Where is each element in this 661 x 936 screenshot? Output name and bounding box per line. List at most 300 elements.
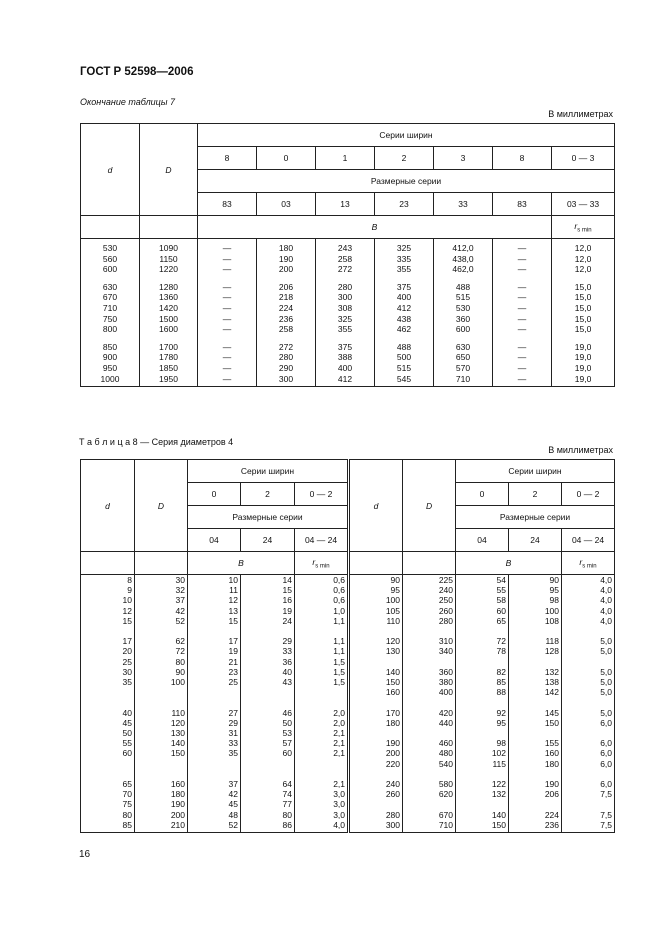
- table-cell: 200: [257, 264, 316, 275]
- table-cell: 19,0: [552, 352, 615, 363]
- page-title: ГОСТ Р 52598—2006: [80, 66, 194, 78]
- table-cell: 400: [403, 687, 456, 697]
- table-cell: 3,0: [295, 810, 349, 820]
- table-cell: 120: [135, 718, 188, 728]
- group-spacer: [81, 275, 615, 282]
- width-series: 0: [456, 483, 509, 506]
- table-cell: 460: [403, 738, 456, 748]
- width-series: 8: [493, 147, 552, 170]
- table-cell: 52: [188, 820, 241, 833]
- table-cell: 36: [241, 657, 295, 667]
- table-cell: 108: [509, 616, 562, 626]
- table-cell: 462: [375, 324, 434, 335]
- table-cell: 14: [241, 575, 295, 586]
- col-d-header: d: [81, 460, 135, 552]
- table-cell: 98: [456, 738, 509, 748]
- table-cell: 15: [81, 616, 135, 626]
- table-cell: 122: [456, 779, 509, 789]
- table-cell: 90: [349, 575, 403, 586]
- table-cell: 132: [456, 789, 509, 799]
- table-cell: 45: [81, 718, 135, 728]
- table-cell: 80: [135, 657, 188, 667]
- table-cell: 2,0: [295, 708, 349, 718]
- table-cell: 23: [188, 667, 241, 677]
- table-cell: 85: [81, 820, 135, 833]
- table-cell: 190: [509, 779, 562, 789]
- table-cell: 21: [188, 657, 241, 667]
- table-cell: 30: [135, 575, 188, 586]
- table-cell: [456, 799, 509, 809]
- table-cell: 400: [375, 292, 434, 303]
- table-cell: 95: [456, 718, 509, 728]
- table-cell: 530: [81, 239, 140, 254]
- table-cell: 0,6: [295, 585, 349, 595]
- table-cell: 19,0: [552, 374, 615, 387]
- table-cell: [81, 687, 135, 697]
- table-row: [81, 677, 615, 687]
- table-cell: 12,0: [552, 254, 615, 265]
- table-row: [81, 738, 615, 748]
- table-cell: 12,0: [552, 239, 615, 254]
- table-cell: 670: [81, 292, 140, 303]
- table-cell: 90: [135, 667, 188, 677]
- table-cell: 170: [349, 708, 403, 718]
- table-cell: 180: [349, 718, 403, 728]
- table-cell: 440: [403, 718, 456, 728]
- table-cell: 2,0: [295, 718, 349, 728]
- empty-cell: [81, 216, 140, 239]
- table-cell: 180: [257, 239, 316, 254]
- table-cell: 10: [188, 575, 241, 586]
- table-cell: [188, 687, 241, 697]
- table-cell: 360: [403, 667, 456, 677]
- table-cell: 88: [456, 687, 509, 697]
- table-cell: 160: [349, 687, 403, 697]
- table-cell: —: [198, 342, 257, 353]
- table-cell: 710: [403, 820, 456, 833]
- table-cell: 400: [316, 363, 375, 374]
- table-cell: 53: [241, 728, 295, 738]
- table-cell: —: [493, 264, 552, 275]
- table-cell: 630: [434, 342, 493, 353]
- table-cell: 1500: [140, 314, 198, 325]
- table-cell: 0,6: [295, 595, 349, 605]
- table-cell: 412,0: [434, 239, 493, 254]
- table-cell: 100: [135, 677, 188, 687]
- table-cell: 4,0: [562, 585, 615, 595]
- table-row: [81, 759, 615, 769]
- group-spacer: [81, 335, 615, 342]
- table7-unit: В миллиметрах: [548, 109, 613, 119]
- table-cell: 1,1: [295, 616, 349, 626]
- table-cell: 150: [509, 718, 562, 728]
- table-cell: 12,0: [552, 264, 615, 275]
- width-series: 0 — 2: [295, 483, 349, 506]
- table-cell: [562, 728, 615, 738]
- table-cell: [295, 759, 349, 769]
- table-cell: 33: [188, 738, 241, 748]
- table-cell: 132: [509, 667, 562, 677]
- table-cell: 60: [81, 748, 135, 758]
- table-cell: 310: [403, 636, 456, 646]
- table-cell: 46: [241, 708, 295, 718]
- table-cell: —: [493, 254, 552, 265]
- table-cell: 55: [81, 738, 135, 748]
- table-cell: [403, 728, 456, 738]
- table-cell: 180: [509, 759, 562, 769]
- table-cell: 1150: [140, 254, 198, 265]
- table-row: [81, 718, 615, 728]
- table-cell: 12: [81, 606, 135, 616]
- table-cell: 2,1: [295, 748, 349, 758]
- table-cell: 4,0: [295, 820, 349, 833]
- table-cell: 50: [81, 728, 135, 738]
- table-cell: 190: [257, 254, 316, 265]
- table-cell: —: [493, 352, 552, 363]
- table-cell: 5,0: [562, 646, 615, 656]
- table-cell: 130: [135, 728, 188, 738]
- table-cell: 240: [349, 779, 403, 789]
- table-cell: —: [198, 282, 257, 293]
- table-cell: 138: [509, 677, 562, 687]
- table-cell: —: [493, 342, 552, 353]
- table-row: [81, 239, 615, 254]
- table-cell: 40: [81, 708, 135, 718]
- table-row: [81, 789, 615, 799]
- table-cell: 57: [241, 738, 295, 748]
- table-cell: 160: [509, 748, 562, 758]
- width-series: 2: [375, 147, 434, 170]
- table-cell: 4,0: [562, 575, 615, 586]
- table-cell: 280: [349, 810, 403, 820]
- dim-series: 04: [188, 529, 241, 552]
- table-cell: 17: [188, 636, 241, 646]
- table-row: [81, 282, 615, 293]
- table-cell: 60: [241, 748, 295, 758]
- table-cell: 1,5: [295, 657, 349, 667]
- table-row: [81, 687, 615, 697]
- table-cell: 52: [135, 616, 188, 626]
- table-cell: —: [198, 303, 257, 314]
- table-cell: 250: [403, 595, 456, 605]
- table-cell: 29: [241, 636, 295, 646]
- table-cell: 420: [403, 708, 456, 718]
- table-row: [81, 646, 615, 656]
- table-cell: 19: [241, 606, 295, 616]
- table-cell: 5,0: [562, 636, 615, 646]
- group-spacer: [81, 697, 615, 707]
- table-cell: 1000: [81, 374, 140, 387]
- table-cell: 35: [81, 677, 135, 687]
- table-cell: 102: [456, 748, 509, 758]
- table-row: [81, 779, 615, 789]
- table-cell: 105: [349, 606, 403, 616]
- r-header-left: $r_{s min}$: [295, 552, 349, 575]
- table-cell: 325: [316, 314, 375, 325]
- table-cell: [456, 728, 509, 738]
- dim-series: 24: [509, 529, 562, 552]
- table-cell: 488: [375, 342, 434, 353]
- table-cell: 1700: [140, 342, 198, 353]
- table-cell: 37: [188, 779, 241, 789]
- table-cell: —: [198, 264, 257, 275]
- table-cell: 19,0: [552, 363, 615, 374]
- width-series: 0: [188, 483, 241, 506]
- table-cell: —: [493, 363, 552, 374]
- table-row: [81, 292, 615, 303]
- dim-label: Размерные серии: [198, 170, 615, 193]
- table-cell: 140: [349, 667, 403, 677]
- table-cell: 325: [375, 239, 434, 254]
- table-cell: 355: [316, 324, 375, 335]
- table-cell: 78: [456, 646, 509, 656]
- table-cell: 750: [81, 314, 140, 325]
- table-cell: 75: [81, 799, 135, 809]
- table-cell: 74: [241, 789, 295, 799]
- table-cell: 950: [81, 363, 140, 374]
- table-cell: 58: [456, 595, 509, 605]
- table-cell: 900: [81, 352, 140, 363]
- table-cell: 670: [403, 810, 456, 820]
- table-cell: 25: [188, 677, 241, 687]
- table-cell: 92: [456, 708, 509, 718]
- table-cell: 260: [349, 789, 403, 799]
- table-cell: —: [198, 363, 257, 374]
- table-cell: 570: [434, 363, 493, 374]
- table-cell: [135, 759, 188, 769]
- table-cell: 5,0: [562, 667, 615, 677]
- table-cell: 355: [375, 264, 434, 275]
- table-cell: 290: [257, 363, 316, 374]
- table-cell: 1360: [140, 292, 198, 303]
- table-cell: [241, 759, 295, 769]
- table-cell: 19,0: [552, 342, 615, 353]
- table-cell: 31: [188, 728, 241, 738]
- table-cell: 236: [509, 820, 562, 833]
- table-cell: 190: [349, 738, 403, 748]
- table8-unit: В миллиметрах: [548, 445, 613, 455]
- table-cell: 15: [241, 585, 295, 595]
- table-cell: 2,1: [295, 738, 349, 748]
- table-cell: 24: [241, 616, 295, 626]
- table-cell: 500: [375, 352, 434, 363]
- col-d-header: d: [81, 124, 140, 216]
- table-cell: 340: [403, 646, 456, 656]
- empty-cell: [135, 552, 188, 575]
- width-series: 0: [257, 147, 316, 170]
- table-cell: 140: [135, 738, 188, 748]
- table-cell: 6,0: [562, 748, 615, 758]
- table8: [80, 459, 615, 833]
- table-cell: 280: [403, 616, 456, 626]
- table-cell: 1850: [140, 363, 198, 374]
- table-cell: 412: [375, 303, 434, 314]
- table-cell: 7,5: [562, 810, 615, 820]
- table-cell: 300: [257, 374, 316, 387]
- table-row: [81, 616, 615, 626]
- col-d-header-right: d: [349, 460, 403, 552]
- table-cell: 280: [316, 282, 375, 293]
- table-cell: 25: [81, 657, 135, 667]
- table-cell: 380: [403, 677, 456, 687]
- table-cell: 35: [188, 748, 241, 758]
- table-cell: [509, 657, 562, 667]
- table-row: [81, 264, 615, 275]
- empty-cell: [403, 552, 456, 575]
- table-cell: 115: [456, 759, 509, 769]
- width-series: 3: [434, 147, 493, 170]
- group-spacer: [81, 626, 615, 636]
- B-header-left: B: [188, 552, 295, 575]
- table-row: [81, 657, 615, 667]
- table-cell: 258: [257, 324, 316, 335]
- table-cell: 360: [434, 314, 493, 325]
- dim-series: 04: [456, 529, 509, 552]
- table-row: [81, 303, 615, 314]
- table-cell: 200: [135, 810, 188, 820]
- table-cell: 80: [241, 810, 295, 820]
- table-cell: 1780: [140, 352, 198, 363]
- table-cell: 15,0: [552, 292, 615, 303]
- table-cell: 5,0: [562, 687, 615, 697]
- table-cell: —: [493, 324, 552, 335]
- table7: [80, 123, 615, 387]
- table-cell: 190: [135, 799, 188, 809]
- table-cell: 150: [456, 820, 509, 833]
- table-cell: 300: [316, 292, 375, 303]
- r-header-right: $r_{s min}$: [562, 552, 615, 575]
- table-cell: 530: [434, 303, 493, 314]
- table-cell: 15,0: [552, 282, 615, 293]
- table-cell: 600: [81, 264, 140, 275]
- table-cell: —: [493, 292, 552, 303]
- table-cell: 224: [509, 810, 562, 820]
- table-cell: 33: [241, 646, 295, 656]
- table-cell: 220: [349, 759, 403, 769]
- table-cell: 55: [456, 585, 509, 595]
- table-row: [81, 708, 615, 718]
- table-cell: 86: [241, 820, 295, 833]
- table-cell: 42: [188, 789, 241, 799]
- table-row: [81, 799, 615, 809]
- table-cell: 60: [456, 606, 509, 616]
- widths-label-left: Серии ширин: [188, 460, 349, 483]
- table-cell: 10: [81, 595, 135, 605]
- r-header: $r_{s min}$: [552, 216, 615, 239]
- table-cell: 850: [81, 342, 140, 353]
- table-cell: —: [493, 303, 552, 314]
- table-cell: 29: [188, 718, 241, 728]
- table-cell: 19: [188, 646, 241, 656]
- table-cell: 7,5: [562, 789, 615, 799]
- table-cell: 11: [188, 585, 241, 595]
- table-row: [81, 636, 615, 646]
- table-cell: 335: [375, 254, 434, 265]
- table-cell: 1,1: [295, 636, 349, 646]
- table-cell: 62: [135, 636, 188, 646]
- table-row: [81, 810, 615, 820]
- table-cell: 375: [316, 342, 375, 353]
- table-cell: 272: [316, 264, 375, 275]
- table-cell: 7,5: [562, 820, 615, 833]
- width-series: 2: [509, 483, 562, 506]
- table-cell: 80: [81, 810, 135, 820]
- empty-cell: [140, 216, 198, 239]
- table-cell: [562, 799, 615, 809]
- table-cell: 206: [257, 282, 316, 293]
- table-cell: 15,0: [552, 314, 615, 325]
- table-cell: 224: [257, 303, 316, 314]
- table-cell: —: [493, 374, 552, 387]
- table-cell: 5,0: [562, 708, 615, 718]
- dim-series: 04 — 24: [295, 529, 349, 552]
- table-cell: 560: [81, 254, 140, 265]
- table-cell: 42: [135, 606, 188, 616]
- table-row: [81, 314, 615, 325]
- dim-label-right: Размерные серии: [456, 506, 615, 529]
- table-cell: 480: [403, 748, 456, 758]
- table-cell: 13: [188, 606, 241, 616]
- widths-label-right: Серии ширин: [456, 460, 615, 483]
- table-cell: 65: [456, 616, 509, 626]
- table-cell: 375: [375, 282, 434, 293]
- dim-series: 23: [375, 193, 434, 216]
- table-cell: 438,0: [434, 254, 493, 265]
- table-cell: 300: [349, 820, 403, 833]
- table-row: [81, 342, 615, 353]
- table-cell: 12: [188, 595, 241, 605]
- B-header-right: B: [456, 552, 562, 575]
- empty-cell: [349, 552, 403, 575]
- table-cell: [509, 728, 562, 738]
- table-cell: 100: [509, 606, 562, 616]
- table-cell: 1090: [140, 239, 198, 254]
- group-spacer: [81, 769, 615, 779]
- table-cell: 20: [81, 646, 135, 656]
- dim-series: 13: [316, 193, 375, 216]
- table-row: [81, 585, 615, 595]
- table-cell: 2,1: [295, 728, 349, 738]
- table-cell: 3,0: [295, 789, 349, 799]
- table-cell: 145: [509, 708, 562, 718]
- table-cell: 280: [257, 352, 316, 363]
- table-cell: 462,0: [434, 264, 493, 275]
- table-row: [81, 575, 615, 586]
- dim-label-left: Размерные серии: [188, 506, 349, 529]
- table-cell: —: [493, 314, 552, 325]
- table-cell: 630: [81, 282, 140, 293]
- table-cell: 27: [188, 708, 241, 718]
- table-row: [81, 820, 615, 833]
- col-D-header: D: [140, 124, 198, 216]
- width-series: 1: [316, 147, 375, 170]
- table-cell: 540: [403, 759, 456, 769]
- table-cell: 800: [81, 324, 140, 335]
- table-cell: 218: [257, 292, 316, 303]
- dim-series: 83: [198, 193, 257, 216]
- table-cell: 3,0: [295, 799, 349, 809]
- table-cell: 710: [81, 303, 140, 314]
- table-cell: —: [198, 374, 257, 387]
- table-cell: 438: [375, 314, 434, 325]
- table-cell: 1420: [140, 303, 198, 314]
- table-cell: 50: [241, 718, 295, 728]
- table-row: [81, 606, 615, 616]
- table-cell: —: [198, 292, 257, 303]
- table-cell: 43: [241, 677, 295, 687]
- table-cell: 48: [188, 810, 241, 820]
- table-cell: 142: [509, 687, 562, 697]
